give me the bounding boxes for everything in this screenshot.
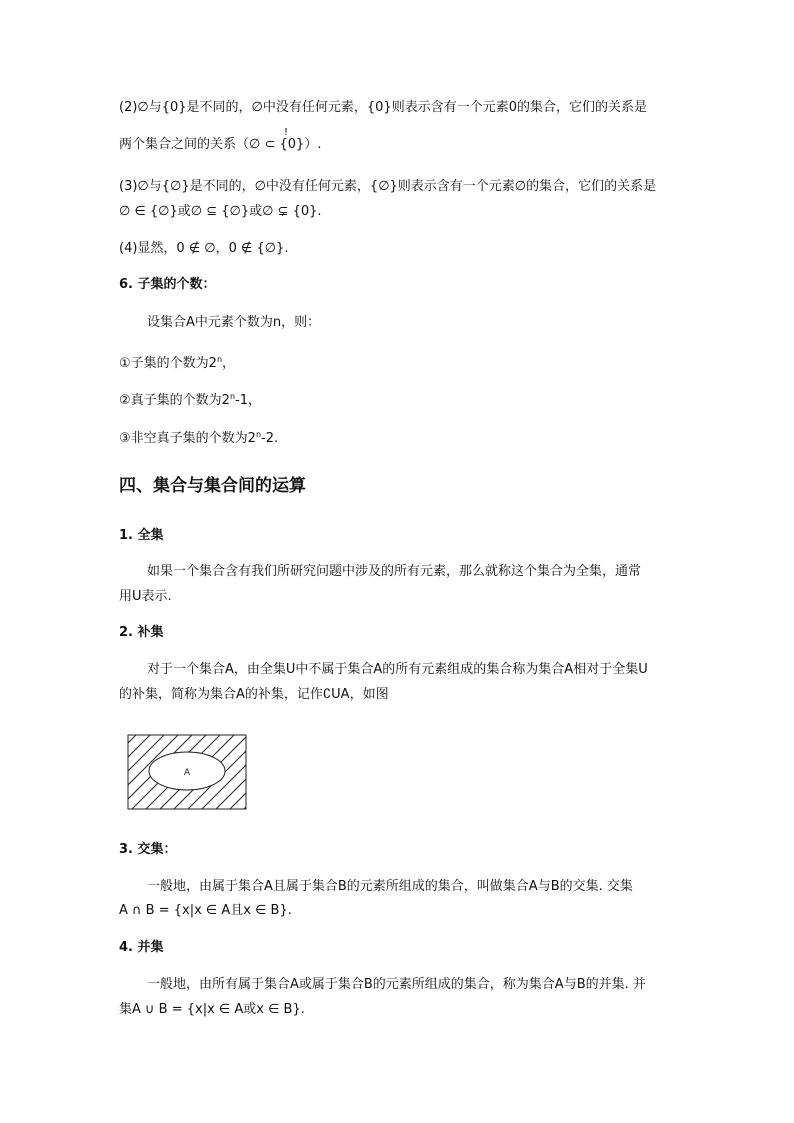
item-1-text: ①子集的个数为2 [119, 356, 217, 371]
intersection-line-1: 一般地，由属于集合A且属于集合B的元素所组成的集合，叫做集合A与B的交集. 交集 [147, 879, 633, 894]
exponent-n: n [255, 430, 262, 439]
complement-venn-diagram [124, 731, 250, 813]
heading-complement: 2. 补集 [119, 625, 164, 640]
subset-count-item-2 [119, 388, 261, 410]
subset-count-item-1 [119, 351, 235, 373]
item-3-text: ③非空真子集的个数为2 [119, 431, 256, 446]
complement-line-2: 的补集，简称为集合A的补集，记作∁UA，如图 [119, 687, 389, 702]
paragraph-2-prefix: 两个集合之间的关系（∅ [119, 137, 265, 152]
item-2-suffix: -1， [235, 393, 261, 408]
complement-line-1: 对于一个集合A，由全集U中不属于集合A的所有元素组成的集合称为集合A相对于全集U [147, 662, 648, 677]
item-3-suffix: -2. [261, 431, 279, 446]
paragraph-2-line-1: (2)∅与{0}是不同的，∅中没有任何元素，{0}则表示含有一个元素0的集合，它们的关系是 [119, 100, 647, 115]
exponent-n: n [216, 355, 223, 364]
item-1-suffix: ， [222, 356, 236, 371]
subset-intro: 设集合A中元素个数为n，则： [147, 315, 321, 330]
heading-subset-count: 6. 子集的个数： [119, 277, 216, 292]
section-4-title: 四、集合与集合间的运算 [119, 476, 306, 496]
intersection-formula: A ∩ B = {x|x ∈ A且x ∈ B}. [119, 903, 292, 918]
exponent-n: n [229, 392, 236, 401]
union-formula: 集A ∪ B = {x|x ∈ A或x ∈ B}. [119, 1002, 305, 1017]
heading-union: 4. 并集 [119, 940, 164, 955]
item-2-text: ②真子集的个数为2 [119, 393, 230, 408]
union-line-1: 一般地，由所有属于集合A或属于集合B的元素所组成的集合，称为集合A与B的并集. 并 [147, 977, 646, 992]
universal-line-2: 用U表示. [119, 589, 172, 604]
paragraph-3-line-2: ∅ ∈ {∅}或∅ ⊆ {∅}或∅ ⊊ {0}. [119, 204, 322, 219]
paragraph-4: (4)显然，0 ∉ ∅，0 ∉ {∅}. [119, 241, 289, 256]
set-a-label: A [183, 768, 191, 778]
paragraph-3-line-1: (3)∅与{∅}是不同的，∅中没有任何元素，{∅}则表示含有一个元素∅的集合，它们的关系是 [119, 179, 657, 194]
symbol-overmark: ! [284, 127, 289, 138]
universal-line-1: 如果一个集合含有我们所研究问题中涉及的所有元素，那么就称这个集合为全集，通常 [147, 564, 642, 579]
paragraph-2-suffix: {0}）. [275, 137, 322, 152]
subset-count-item-3 [119, 426, 278, 448]
proper-subset-symbol: ⊂ [264, 137, 276, 152]
heading-intersection: 3. 交集： [119, 842, 177, 857]
heading-universal-set: 1. 全集 [119, 528, 164, 543]
paragraph-2-line-2 [119, 136, 321, 154]
